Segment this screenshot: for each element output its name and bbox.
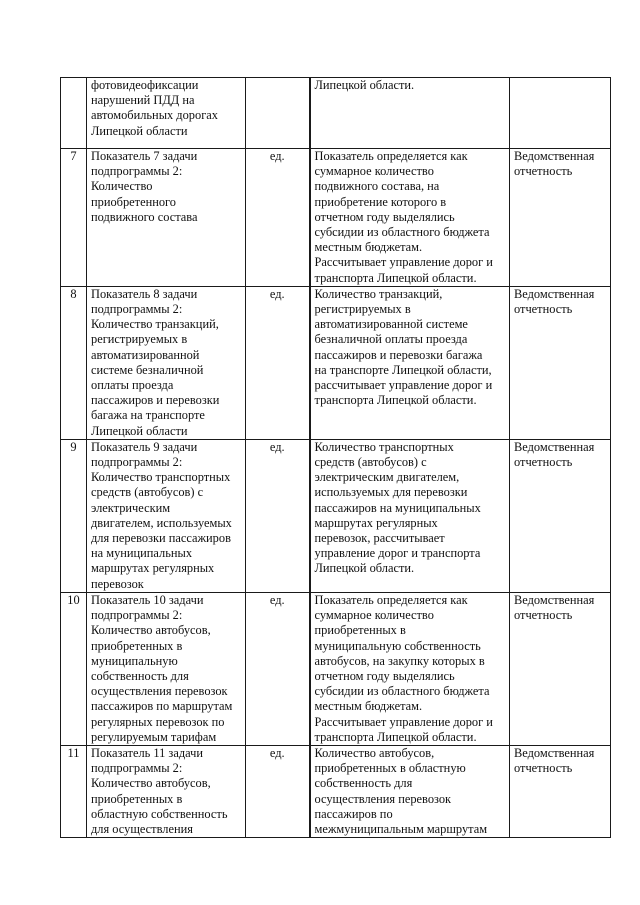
table-row	[61, 286, 611, 439]
indicator-line: Количество транзакций,	[91, 317, 219, 332]
method-cell	[310, 592, 510, 745]
indicator-line: пассажиров и перевозки	[91, 393, 220, 408]
unit-cell: ед.	[246, 149, 310, 287]
method-line: подвижного состава, на	[314, 179, 440, 194]
source-cell	[510, 78, 611, 149]
indicator-line: приобретенного	[91, 194, 176, 209]
indicator-line: Липецкой области	[91, 123, 188, 138]
indicator-line: Количество автобусов,	[91, 776, 211, 791]
table-row	[61, 592, 611, 745]
indicator-line: багажа на транспорте	[91, 408, 205, 423]
method-line: Показатель определяется как	[314, 149, 468, 163]
indicator-line: подпрограммы 2:	[91, 608, 183, 623]
table-row	[61, 149, 611, 287]
row-number: 7	[61, 149, 87, 287]
method-line: пассажиров по	[314, 806, 393, 821]
source-line: Ведомственная	[514, 286, 595, 301]
source-line: отчетность	[514, 164, 573, 179]
indicator-line: на муниципальных	[91, 546, 193, 561]
indicator-line: осуществления перевозок	[91, 684, 228, 699]
indicator-line: регулярных перевозок по	[91, 714, 225, 729]
unit-cell: ед.	[246, 439, 310, 592]
indicator-line: Показатель 9 задачи	[91, 439, 198, 454]
method-line: пассажиров на муниципальных	[314, 500, 481, 515]
source-line: Ведомственная	[514, 149, 595, 163]
method-line: отчетном году выделялись	[314, 668, 455, 683]
method-line: субсидии из областного бюджета	[314, 225, 490, 240]
table-body	[61, 78, 611, 838]
method-line: средств (автобусов) с	[314, 455, 427, 470]
source-cell	[510, 286, 611, 439]
method-line: пассажиров и перевозки багажа	[314, 347, 483, 362]
indicator-line: системе безналичной	[91, 362, 204, 377]
table-row	[61, 439, 611, 592]
indicator-line: Показатель 11 задачи	[91, 745, 203, 760]
indicator-line: Количество	[91, 179, 153, 194]
source-line: отчетность	[514, 302, 573, 317]
method-line: электрическим двигателем,	[314, 470, 460, 485]
method-line: осуществления перевозок	[314, 791, 452, 806]
indicator-line: Количество транспортных	[91, 470, 231, 485]
indicator-line: пассажиров по маршрутам	[91, 699, 233, 714]
method-cell	[310, 78, 510, 149]
method-line: Количество автобусов,	[314, 745, 435, 760]
indicator-line: нарушений ПДД на	[91, 93, 195, 108]
method-cell	[310, 745, 510, 837]
method-line: транспорта Липецкой области.	[314, 270, 477, 285]
row-number: 8	[61, 286, 87, 439]
unit-cell: ед.	[246, 286, 310, 439]
indicator-line: Количество автобусов,	[91, 623, 211, 638]
indicator-line: подпрограммы 2:	[91, 302, 183, 317]
method-line: регистрируемых в	[314, 302, 411, 317]
indicator-line: регулируемым тарифам	[91, 729, 217, 744]
unit-cell	[246, 78, 310, 149]
source-line: Ведомственная	[514, 745, 595, 760]
row-number: 11	[61, 745, 87, 837]
method-line: Количество транспортных	[314, 439, 454, 454]
unit-cell: ед.	[246, 592, 310, 745]
method-line: Липецкой области.	[314, 78, 415, 92]
table-row	[61, 745, 611, 837]
indicator-cell	[87, 439, 246, 592]
unit-cell: ед.	[246, 745, 310, 837]
method-cell	[310, 286, 510, 439]
indicator-line: Показатель 8 задачи	[91, 286, 198, 301]
method-cell	[310, 149, 510, 287]
indicator-cell	[87, 745, 246, 837]
method-line: отчетном году выделялись	[314, 209, 455, 224]
indicator-line: средств (автобусов) с	[91, 485, 204, 500]
indicator-line: для осуществления	[91, 821, 193, 836]
indicator-line: собственность для	[91, 668, 189, 683]
indicator-cell	[87, 592, 246, 745]
source-line: отчетность	[514, 455, 573, 470]
method-line: безналичной оплаты проезда	[314, 332, 468, 347]
row-number: 9	[61, 439, 87, 592]
method-line: местным бюджетам.	[314, 699, 423, 714]
source-line: отчетность	[514, 608, 573, 623]
method-line: маршрутах регулярных	[314, 515, 438, 530]
indicator-line: для перевозки пассажиров	[91, 531, 231, 546]
source-cell	[510, 592, 611, 745]
indicator-line: приобретенных в	[91, 791, 183, 806]
method-line: автобусов, на закупку которых в	[314, 653, 485, 668]
indicator-line: регистрируемых в	[91, 332, 188, 347]
indicator-cell	[87, 286, 246, 439]
indicator-line: перевозок	[91, 576, 144, 591]
source-line: Ведомственная	[514, 592, 595, 607]
indicator-line: оплаты проезда	[91, 378, 174, 393]
source-line: отчетность	[514, 761, 573, 776]
indicators-table	[60, 77, 611, 838]
source-cell	[510, 745, 611, 837]
source-cell	[510, 439, 611, 592]
method-line: Рассчитывает управление дорог и	[314, 714, 493, 729]
row-number: 10	[61, 592, 87, 745]
method-line: приобретение которого в	[314, 194, 447, 209]
indicator-line: приобретенных в	[91, 638, 183, 653]
indicator-line: муниципальную	[91, 653, 178, 668]
method-line: Рассчитывает управление дорог и	[314, 255, 493, 270]
indicator-line: автоматизированной	[91, 347, 200, 362]
source-line: Ведомственная	[514, 439, 595, 454]
indicator-cell	[87, 78, 246, 149]
method-line: суммарное количество	[314, 608, 434, 623]
table-row	[61, 78, 611, 149]
method-line: приобретенных в	[314, 623, 406, 638]
method-line: субсидии из областного бюджета	[314, 684, 490, 699]
indicator-line: электрическим	[91, 500, 171, 515]
method-line: местным бюджетам.	[314, 240, 423, 255]
method-line: муниципальную собственность	[314, 638, 481, 653]
indicator-line: подвижного состава	[91, 209, 198, 224]
indicator-cell	[87, 149, 246, 287]
method-line: собственность для	[314, 776, 413, 791]
method-line: суммарное количество	[314, 164, 434, 179]
method-line: используемых для перевозки	[314, 485, 468, 500]
method-line: Липецкой области.	[314, 561, 415, 576]
indicator-line: маршрутах регулярных	[91, 561, 215, 576]
method-line: на транспорте Липецкой области,	[314, 362, 492, 377]
method-line: Количество транзакций,	[314, 286, 443, 301]
method-line: рассчитывает управление дорог и	[314, 378, 493, 393]
indicator-line: подпрограммы 2:	[91, 761, 183, 776]
method-cell	[310, 439, 510, 592]
method-line: транспорта Липецкой области.	[314, 729, 477, 744]
indicator-line: двигателем, используемых	[91, 515, 232, 530]
indicator-line: областную собственность	[91, 806, 228, 821]
source-cell	[510, 149, 611, 287]
method-line: транспорта Липецкой области.	[314, 393, 477, 408]
indicator-line: фотовидеофиксации	[91, 78, 199, 92]
method-line: перевозок, рассчитывает	[314, 531, 445, 546]
row-number	[61, 78, 87, 149]
method-line: автоматизированной системе	[314, 317, 468, 332]
method-line: приобретенных в областную	[314, 761, 466, 776]
method-line: управление дорог и транспорта	[314, 546, 481, 561]
indicator-line: Показатель 7 задачи	[91, 149, 198, 163]
indicator-line: подпрограммы 2:	[91, 164, 183, 179]
method-line: Показатель определяется как	[314, 592, 468, 607]
indicator-line: Липецкой области	[91, 423, 188, 438]
indicator-line: подпрограммы 2:	[91, 455, 183, 470]
method-line: межмуниципальным маршрутам	[314, 821, 488, 836]
indicator-line: Показатель 10 задачи	[91, 592, 204, 607]
indicator-line: автомобильных дорогах	[91, 108, 218, 123]
